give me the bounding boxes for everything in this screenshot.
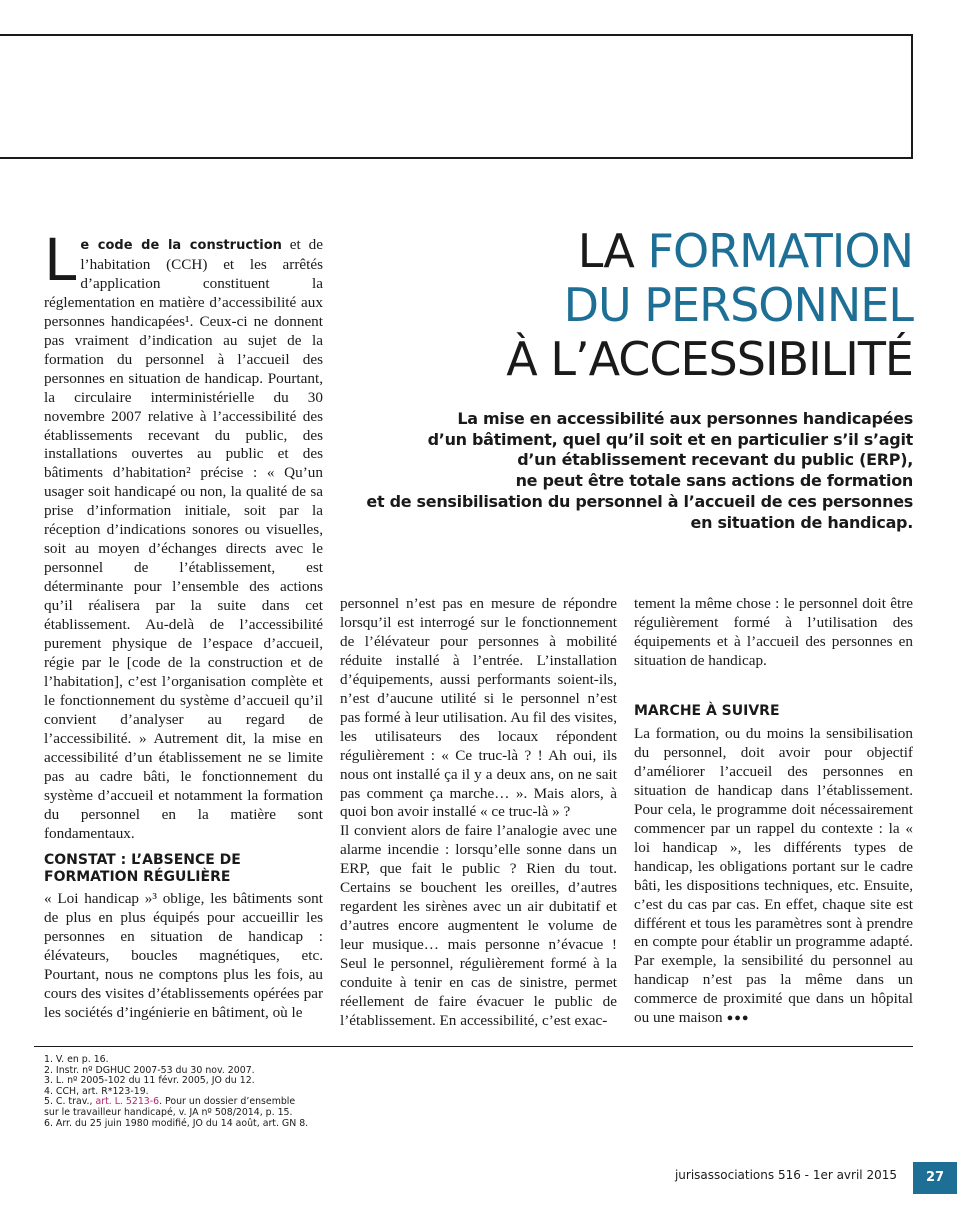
lead-line: en situation de handicap. xyxy=(690,512,913,532)
continue-marker-icon: ●●● xyxy=(726,1012,750,1025)
article-title xyxy=(506,224,913,390)
subheading-marche: MARCHE À SUIVRE xyxy=(634,703,780,719)
column-3-top: tement la même chose : le personnel doit être régulièrement formé à l’utilisation des équipements et à l’accueil des personnes en situation de handicap. xyxy=(634,595,913,669)
column-1-intro xyxy=(44,226,324,844)
paragraph-marche: La formation, ou du moins la sensibilisation du personnel, doit avoir pour objectif d’améliorer l’accueil des personnes en situation de handicap dans l’établissement. Pour cela, le programme doit nécessairement commencer par un rappel du contexte : la « loi handicap », les différents types de handicap, les obligations portant sur le cadre bâti, les dispositions techniques, etc. Ensuite, c’est du cas par cas. En effet, chaque site est différent et tous les paramètres sont à prendre en compte pour établir un programme adapté. Par exemple, la sensibilité du personnel au handicap n’est pas la même dans un commerce de proximité que dans un hôpital ou une maison ●●● xyxy=(634,725,913,1027)
lead-line: La mise en accessibilité aux personnes handicapées xyxy=(457,409,913,428)
paragraph: Il convient alors de faire l’analogie avec une alarme incendie : lorsqu’elle sonne dans un ERP, que fait le public ? Rien du tout. Certains se bouchent les oreilles, d’autres regardent les sirènes avec un air dubitatif et d’autres encore augmentent le volume de leur musique… mais personne n’évacue ! Seul le personnel, régulièrement formé à la conduite à tenir en cas de sinistre, permet réellement de faire évacuer le public de l’établissement. En accessibilité, c’est exac- xyxy=(340,822,617,1029)
footnote-link[interactable]: art. L. 5213-6 xyxy=(95,1096,160,1108)
lead-in: e code de la construction xyxy=(80,238,282,253)
footnote-divider xyxy=(34,1046,913,1047)
footnote: 6. Arr. du 25 juin 1980 modifié, JO du 14 août, art. GN 8. xyxy=(44,1117,309,1129)
title-line-2: DU PERSONNEL xyxy=(563,278,913,332)
footnotes xyxy=(44,1055,404,1129)
publication-folio: jurisassociations 516 - 1er avril 2015 xyxy=(674,1168,897,1182)
footnote: 1. V. en p. 16. xyxy=(44,1054,109,1065)
lead-line: ne peut être totale sans actions de formation xyxy=(515,471,913,491)
page-number: 27 xyxy=(913,1162,957,1194)
article-lead xyxy=(353,409,913,533)
footnote: 3. L. nº 2005-102 du 11 févr. 2005, JO du 12. xyxy=(44,1075,255,1087)
header-frame xyxy=(0,34,913,159)
lead-line: et de sensibilisation du personnel à l’accueil de ces personnes xyxy=(366,491,913,511)
subheading-constat: CONSTAT : L’ABSENCE DE FORMATION RÉGULIÈRE xyxy=(44,852,241,885)
footnote: 2. Instr. nº DGHUC 2007-53 du 30 nov. 2007. xyxy=(44,1064,255,1076)
lead-line: d’un établissement recevant du public (ERP), xyxy=(517,450,913,470)
title-line-3: À L’ACCESSIBILITÉ xyxy=(506,332,913,386)
footnote: 4. CCH, art. R*123-19. xyxy=(44,1085,149,1097)
drop-cap: L xyxy=(44,226,77,294)
paragraph: personnel n’est pas en mesure de répondre lorsqu’il est interrogé sur le fonctionnement de l’élévateur pour personnes à mobilité réduite installé à l’entrée. L’installation d’équipements, aussi performants soient-ils, n’est d’aucune utilité si le personnel n’est pas formé à leur utilisation. Au fil des visites, les utilisateurs des locaux répondent régulièrement : « Ce truc-là ? ! Ah oui, ils nous ont installé ça il y a deux ans, on ne sait pas comment ça marche… ». Mais alors, à quoi bon avoir installé « ce truc-là » ? xyxy=(340,595,617,821)
title-line-1: LA FORMATION xyxy=(577,224,913,278)
footnote: 5. C. trav., art. L. 5213-6. Pour un dossier d’ensemble xyxy=(44,1096,296,1108)
paragraph-constat: « Loi handicap »³ oblige, les bâtiments sont de plus en plus équipés pour accueillir les personnes en situation de handicap : élévateurs, boucles magnétiques, etc. Pourtant, nous ne comptons plus les fois, au cours des visites d’établissements opérées par les sociétés d’ingénierie en bâtiment, où le xyxy=(44,890,323,1021)
footnote: sur le travailleur handicapé, v. JA nº 508/2014, p. 15. xyxy=(44,1106,293,1118)
lead-line: d’un bâtiment, quel qu’il soit et en particulier s’il s’agit xyxy=(427,429,913,449)
column-2 xyxy=(340,595,617,1031)
paragraph-intro: et de l’habitation (CCH) et les arrêtés d’application constituent la réglementation en matière d’accessibilité aux personnes handicapées¹. Ceux-ci ne donnent pas vraiment d’indication au sujet de la formation du personnel à l’accueil des personnes en situation de handicap. Pourtant, la circulaire interministérielle du 30 novembre 2007 relative à l’accessibilité des établissements recevant du public, des installations ouvertes au public et des bâtiments d’habitation² précise : « Qu’un usager soit handicapé ou non, la qualité de sa prise d’information initiale, soit par la réception d’indications sonores ou visuelles, soit au moyen d’échanges directs avec le personnel de l’établissement, est déterminante pour l’ensemble des actions qu’il réalisera par la suite dans cet établissement. Au-delà de l’accessibilité purement physique de l’espace d’accueil, régie par le [code de la construction et de l’habitation], c’est l’organisation complète et le fonctionnement du système d’accueil qu’il convient d’analyser au regard de l’accessibilité. » Autrement dit, la mise en accessibilité d’un établissement ne se limite pas au cadre bâti, le fonctionnement du système d’accueil et notamment la formation du personnel en la matière sont fondamentaux. xyxy=(44,236,324,842)
